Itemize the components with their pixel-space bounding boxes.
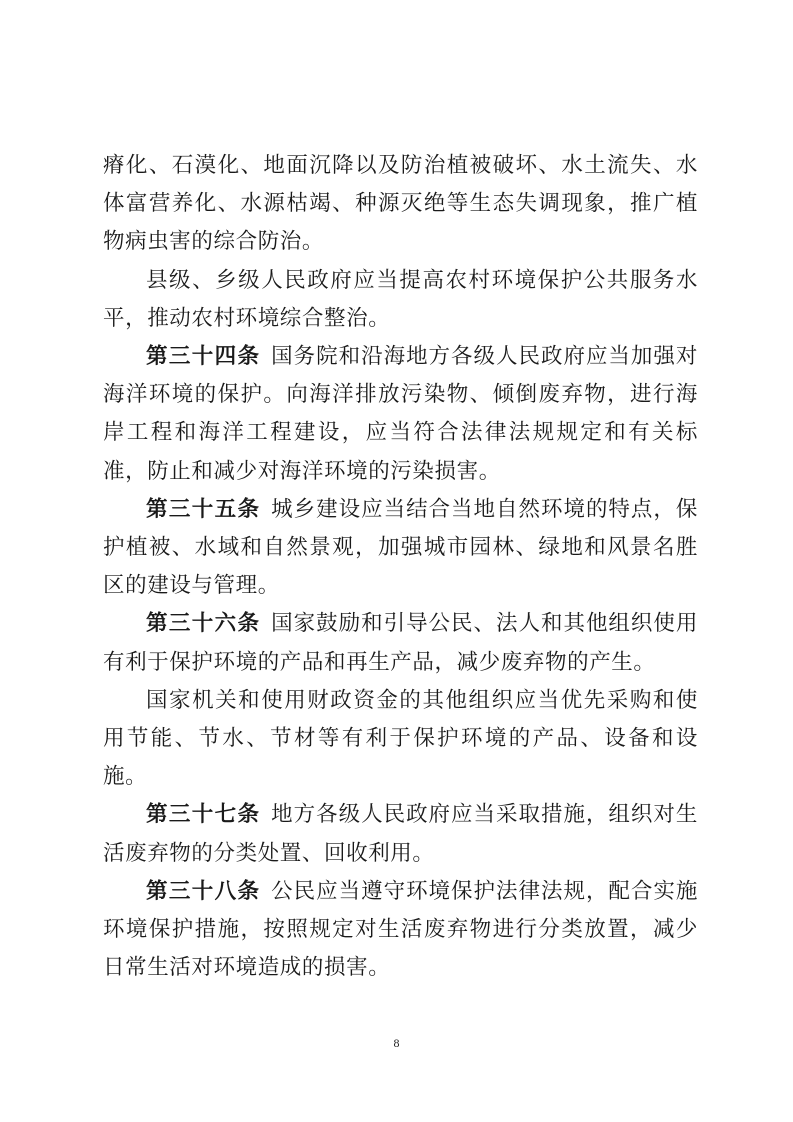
paragraph-text: 国家鼓励和引导公民、法人和其他组织使用有利于保护环境的产品和再生产品，减少废弃物的产生。 bbox=[103, 611, 698, 675]
paragraph-text: 瘠化、石漠化、地面沉降以及防治植被破坏、水土流失、水体富营养化、水源枯竭、种源灭绝等生态失调现象，推广植物病虫害的综合防治。 bbox=[103, 153, 698, 255]
article-heading: 第三十六条 bbox=[146, 611, 261, 637]
document-body bbox=[103, 147, 698, 987]
article-37 bbox=[103, 796, 698, 872]
paragraph-text: 公民应当遵守环境保护法律法规，配合实施环境保护措施，按照规定对生活废弃物进行分类放置，减少日常生活对环境造成的损害。 bbox=[103, 878, 698, 981]
paragraph-text: 地方各级人民政府应当采取措施，组织对生活废弃物的分类处置、回收利用。 bbox=[103, 802, 698, 866]
article-38 bbox=[103, 873, 698, 988]
page-number: 8 bbox=[393, 1036, 400, 1050]
paragraph-text: 国务院和沿海地方各级人民政府应当加强对海洋环境的保护。向海洋排放污染物、倾倒废弃物，进行海岸工程和海洋工程建设，应当符合法律法规规定和有关标准，防止和减少对海洋环境的污染损害。 bbox=[103, 344, 698, 484]
paragraph-continuation bbox=[103, 147, 698, 262]
article-35 bbox=[103, 491, 698, 606]
article-36 bbox=[103, 605, 698, 681]
paragraph bbox=[103, 682, 698, 797]
paragraph-text: 县级、乡级人民政府应当提高农村环境保护公共服务水平，推动农村环境综合整治。 bbox=[103, 267, 698, 331]
paragraph-text: 城乡建设应当结合当地自然环境的特点，保护植被、水域和自然景观，加强城市园林、绿地和风景名胜区的建设与管理。 bbox=[103, 496, 698, 599]
article-heading: 第三十七条 bbox=[146, 802, 261, 828]
article-heading: 第三十五条 bbox=[146, 496, 261, 522]
paragraph-text: 国家机关和使用财政资金的其他组织应当优先采购和使用节能、节水、节材等有利于保护环境的产品、设备和设施。 bbox=[103, 687, 698, 790]
paragraph bbox=[103, 262, 698, 338]
article-heading: 第三十八条 bbox=[146, 878, 261, 904]
article-heading: 第三十四条 bbox=[146, 344, 261, 370]
article-34 bbox=[103, 338, 698, 491]
